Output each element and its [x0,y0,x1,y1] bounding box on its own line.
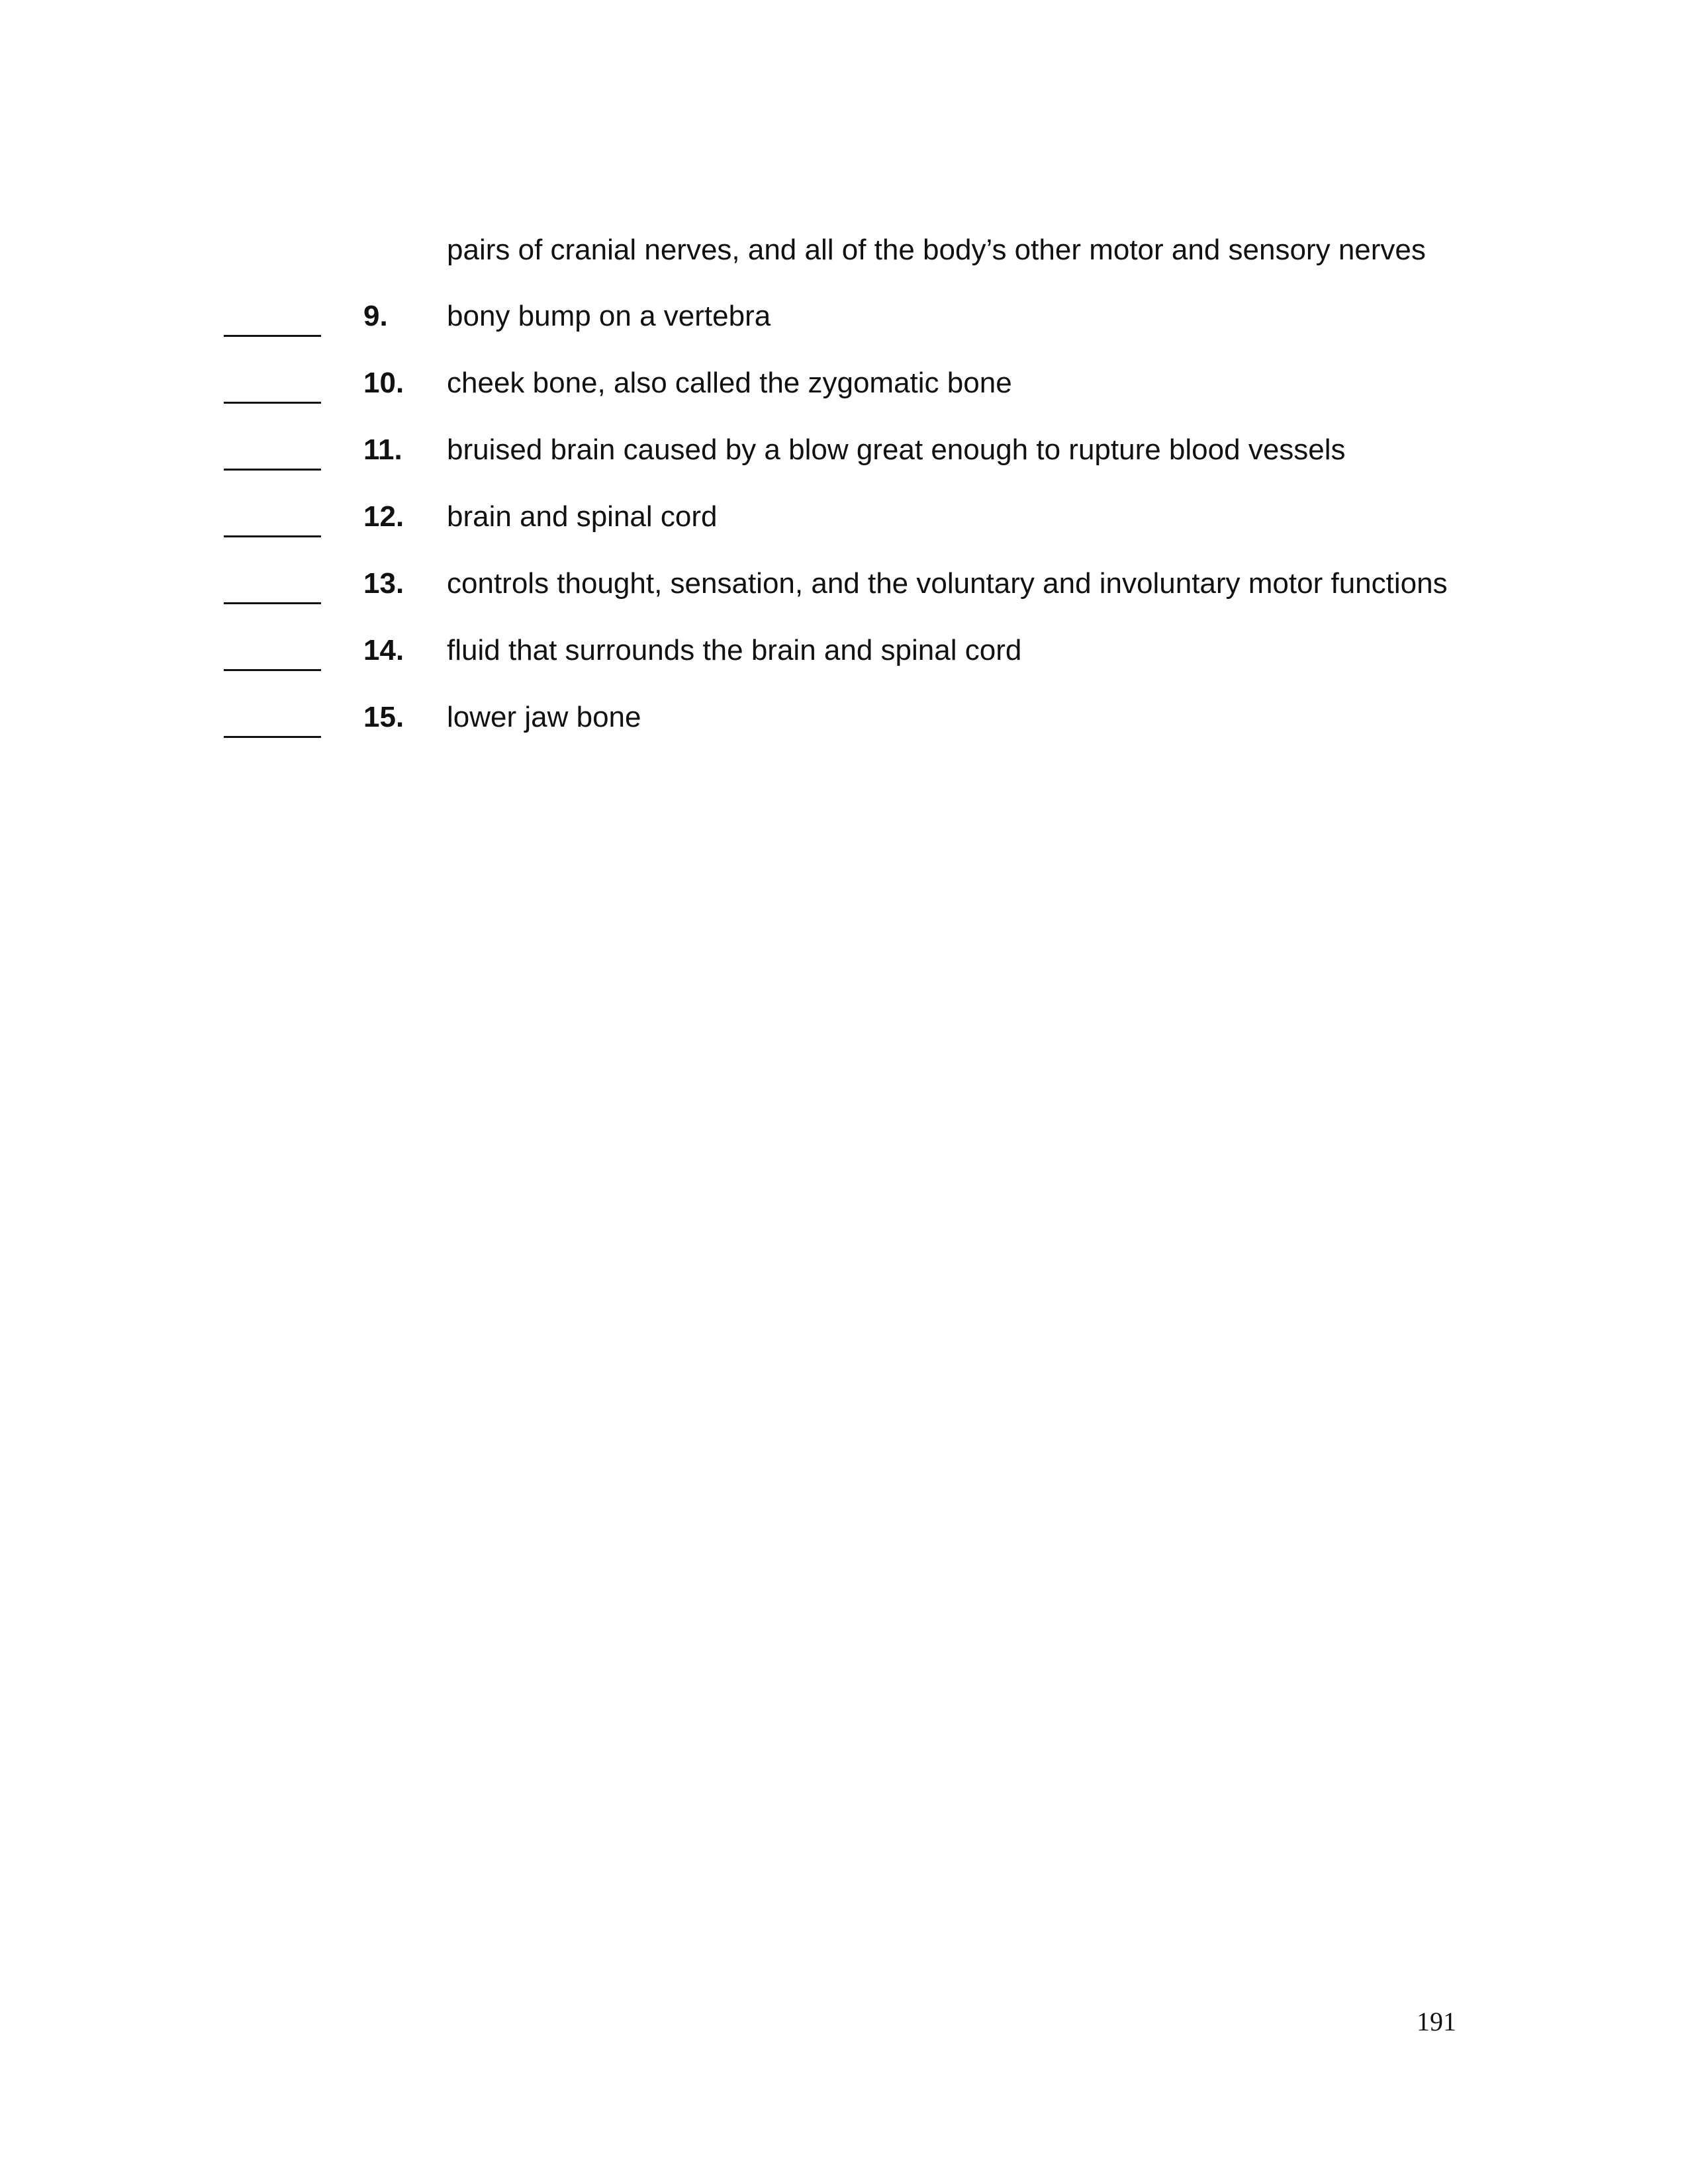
question-item [0,296,1688,363]
question-item [0,631,1688,698]
question-item [0,430,1688,497]
question-number: 9. [363,300,388,332]
question-number: 12. [363,500,404,533]
question-item [0,698,1688,764]
answer-blank[interactable] [224,535,321,537]
answer-blank[interactable] [224,669,321,671]
question-definition: cheek bone, also called the zygomatic bone [447,367,1012,399]
answer-blank[interactable] [224,469,321,471]
answer-blank[interactable] [224,335,321,337]
question-definition: controls thought, sensation, and the voluntary and involuntary motor functions [447,567,1448,600]
question-item [0,564,1688,631]
page-number: 191 [1417,2007,1456,2036]
question-number: 11. [363,433,402,466]
question-item [0,363,1688,430]
question-definition: fluid that surrounds the brain and spinal cord [447,634,1022,666]
answer-blank[interactable] [224,736,321,738]
question-definition: brain and spinal cord [447,500,718,533]
question-number: 13. [363,567,404,600]
question-item [0,497,1688,564]
answer-blank[interactable] [224,402,321,404]
question-definition: bony bump on a vertebra [447,300,771,332]
question-definition: bruised brain caused by a blow great enough to rupture blood vessels [447,433,1346,466]
question-number: 10. [363,367,404,399]
question-definition: lower jaw bone [447,701,641,733]
question-number: 15. [363,701,404,733]
matching-question-list [0,296,1688,764]
question-number: 14. [363,634,404,666]
continued-item-text: pairs of cranial nerves, and all of the body’s other motor and sensory nerves [447,234,1426,266]
answer-blank[interactable] [224,602,321,604]
